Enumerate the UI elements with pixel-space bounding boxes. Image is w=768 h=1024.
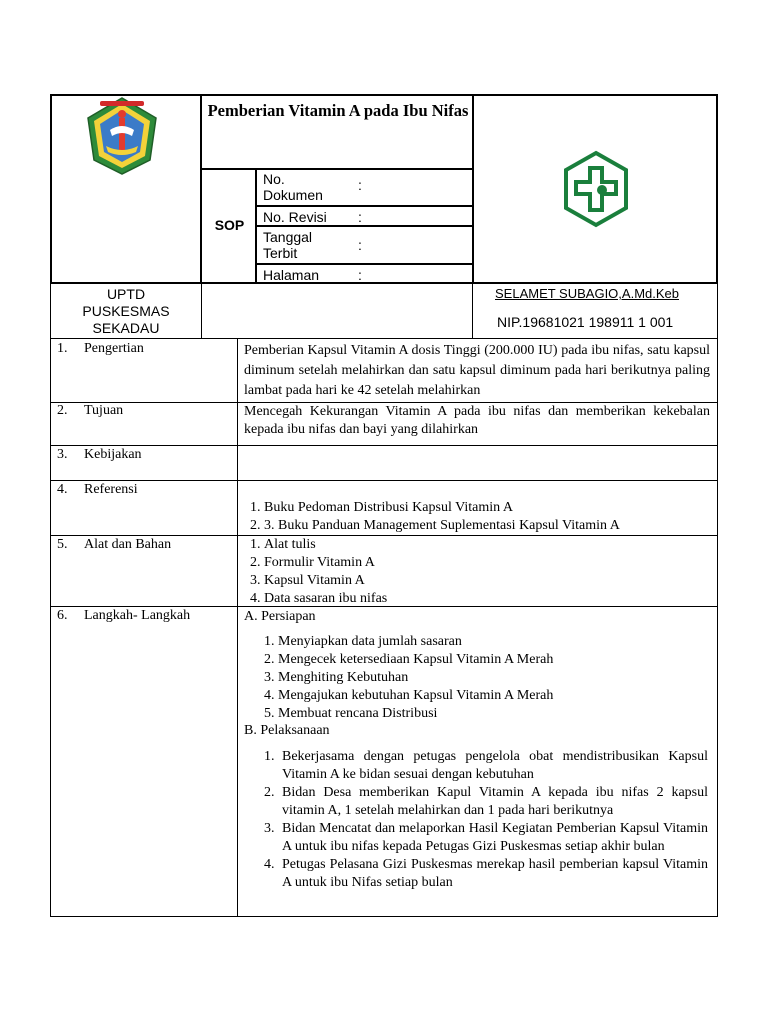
section-title: Referensi	[84, 482, 138, 497]
list-item	[264, 748, 708, 784]
list-item	[264, 856, 708, 892]
list-item-number: 4.	[264, 857, 275, 872]
section-number: 3.	[57, 447, 68, 462]
list-item-text: Bidan Desa memberikan Kapul Vitamin A kepada ibu nifas 2 kapsul vitamin A, 1 setelah melahirkan dan 1 pada hari berikutnya	[282, 785, 708, 818]
section-label-referensi	[57, 482, 138, 498]
regency-emblem-icon	[86, 96, 158, 176]
section-number: 4.	[57, 482, 68, 497]
list-item: 4. Data sasaran ibu nifas	[264, 590, 710, 608]
section-number: 1.	[57, 341, 68, 356]
list-item: 2. Formulir Vitamin A	[264, 554, 710, 572]
section-title: Pengertian	[84, 341, 144, 356]
list-item: 3. Menghiting Kebutuhan	[264, 670, 409, 685]
list-item: 2. Mengecek ketersediaan Kapsul Vitamin A Merah	[264, 652, 554, 667]
list-item-number: 3.	[264, 821, 275, 836]
list-item-number: 1.	[264, 749, 275, 764]
referensi-list	[244, 499, 710, 535]
alat-bahan-list	[244, 536, 710, 608]
list-item: 3. Kapsul Vitamin A	[264, 572, 710, 590]
list-item-number: 2.	[264, 785, 275, 800]
list-item: 1. Menyiapkan data jumlah sasaran	[264, 634, 462, 649]
header-divider	[200, 94, 202, 284]
pelaksanaan-heading: B. Pelaksanaan	[244, 723, 330, 738]
section-title: Kebijakan	[84, 447, 142, 462]
list-item-text: Petugas Pelasana Gizi Puskesmas merekap hasil pemberian kapsul Vitamin A untuk ibu Nifas setiap bulan	[282, 857, 708, 890]
section-label-pengertian	[57, 341, 144, 357]
header-divider	[201, 284, 202, 339]
org-name	[51, 286, 201, 337]
list-item	[264, 820, 708, 856]
list-item-text: Bidan Mencatat dan melaporkan Hasil Kegiatan Pemberian Kapsul Vitamin A untuk ibu nifas kepada Petugas Gizi Puskesmas setiap akhir bulan	[282, 821, 708, 854]
persiapan-list	[264, 633, 704, 723]
pelaksanaan-list	[264, 748, 708, 892]
column-divider	[237, 339, 238, 917]
sop-label: SOP	[214, 217, 245, 233]
list-item: 2. 3. Buku Panduan Management Suplementasi Kapsul Vitamin A	[264, 517, 710, 535]
list-item	[264, 784, 708, 820]
pengertian-text: Pemberian Kapsul Vitamin A dosis Tinggi (200.000 IU) pada ibu nifas, satu kapsul diminum setelah melahirkan dan satu kapsul diminum pada hari berikutnya paling lambat pada hari ke 42 setelah melahirkan	[244, 343, 710, 398]
section-label-alat-bahan	[57, 537, 171, 553]
section-label-kebijakan	[57, 447, 142, 463]
field-label-no-revisi: No. Revisi	[263, 209, 327, 225]
section-label-tujuan	[57, 403, 123, 419]
field-value-no-revisi: :	[358, 209, 362, 225]
section-number: 5.	[57, 537, 68, 552]
section-number: 6.	[57, 608, 68, 623]
health-cross-logo-icon	[562, 150, 630, 228]
persiapan-heading: A. Persiapan	[244, 609, 316, 624]
field-label-no-dokumen: No. Dokumen	[263, 171, 323, 203]
section-title: Langkah- Langkah	[84, 608, 191, 623]
section-number: 2.	[57, 403, 68, 418]
section-title: Tujuan	[84, 403, 124, 418]
field-value-halaman: :	[358, 267, 362, 283]
header-divider	[255, 205, 474, 207]
org-line: PUSKESMAS	[82, 303, 170, 319]
field-value-no-dokumen: :	[358, 177, 362, 193]
signer-name: SELAMET SUBAGIO,A.Md.Keb	[495, 286, 679, 301]
header-divider	[200, 168, 474, 170]
page-title: Pemberian Vitamin A pada Ibu Nifas	[207, 101, 469, 120]
section-title: Alat dan Bahan	[84, 537, 172, 552]
list-item: 5. Membuat rencana Distribusi	[264, 706, 438, 721]
field-value-tanggal-terbit: :	[358, 237, 362, 253]
list-item: 4. Mengajukan kebutuhan Kapsul Vitamin A Merah	[264, 688, 554, 703]
header-divider	[255, 263, 474, 265]
section-label-langkah	[57, 608, 190, 624]
header-divider	[472, 284, 473, 339]
header-divider	[255, 225, 474, 227]
org-line: SEKADAU	[92, 320, 160, 336]
tujuan-text: Mencegah Kekurangan Vitamin A pada ibu nifas dan memberikan kekebalan kepada ibu nifas dan bayi yang dilahirkan	[244, 404, 710, 437]
list-item: 1. Buku Pedoman Distribusi Kapsul Vitamin A	[264, 499, 710, 517]
list-item: 1. Alat tulis	[264, 536, 710, 554]
field-label-tanggal-terbit: Tanggal Terbit	[263, 229, 313, 261]
table-row	[50, 446, 718, 481]
list-item-text: Bekerjasama dengan petugas pengelola obat mendistribusikan Kapsul Vitamin A ke bidan sesuai dengan kebutuhan	[282, 749, 708, 782]
signer-nip: NIP.19681021 198911 1 001	[497, 314, 674, 330]
org-line: UPTD	[106, 286, 146, 302]
field-label-halaman: Halaman	[263, 267, 320, 283]
